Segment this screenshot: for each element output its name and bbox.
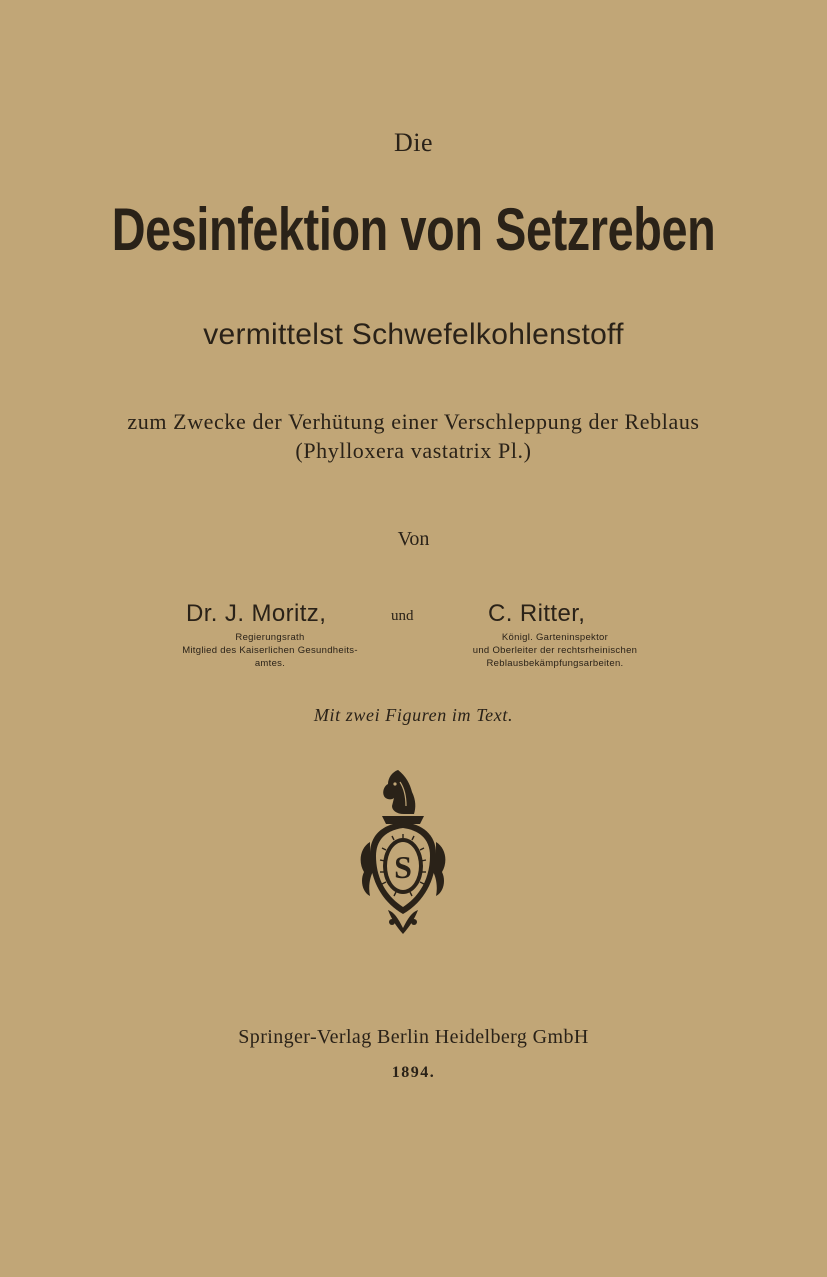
purpose-line: zum Zwecke der Verhütung einer Verschleppung der Reblaus [127,409,700,434]
purpose-line: (Phylloxera vastatrix Pl.) [295,438,532,463]
author-affiliation [150,631,390,670]
affiliation-line: Reblausbekämpfungsarbeiten. [486,658,624,669]
publication-year: 1894. [391,1064,436,1081]
springer-publisher-emblem-icon [348,762,458,942]
book-subtitle: vermittelst Schwefelkohlenstoff [203,318,624,351]
affiliation-line: Mitglied des Kaiserlichen Gesundheits- [182,645,358,656]
author-name: Dr. J. Moritz, [186,600,327,627]
purpose-statement [0,407,827,465]
publisher-name: Springer-Verlag Berlin Heidelberg GmbH [238,1026,589,1048]
by-line: Von [397,528,430,550]
author-name: C. Ritter, [488,600,586,627]
affiliation-line: Königl. Garteninspektor [501,632,609,643]
author-conjunction: und [391,608,414,624]
affiliation-line: Regierungsrath [235,632,305,643]
author-affiliation [420,631,690,670]
affiliation-line: amtes. [254,658,286,669]
pre-title: Die [393,128,434,157]
emblem-letter: S [394,849,412,885]
figures-note: Mit zwei Figuren im Text. [313,705,514,725]
book-title: Desinfektion von Setzreben [111,196,716,263]
affiliation-line: und Oberleiter der rechtsrheinischen [472,645,638,656]
